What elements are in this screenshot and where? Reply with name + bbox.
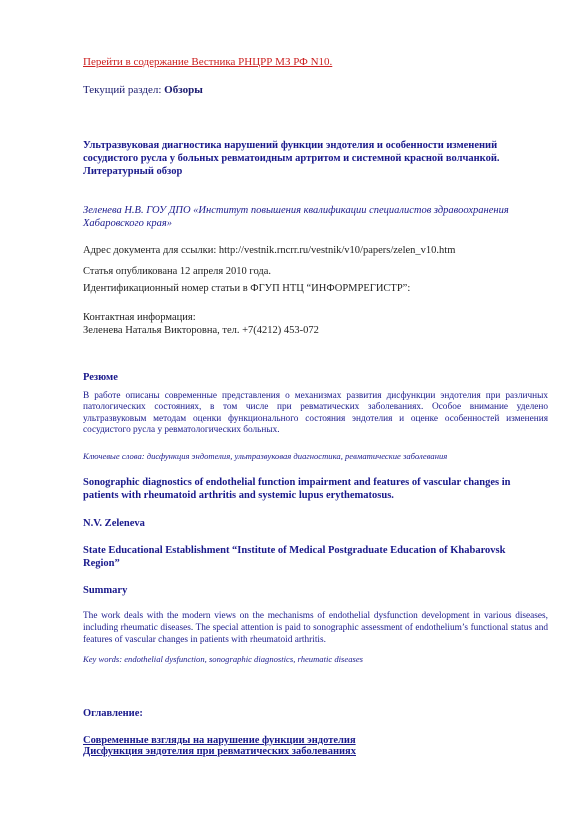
article-title-en: Sonographic diagnostics of endothelial function impairment and features of vascular changes in patients with rheumatoid arthritis and systemic lupus erythematosus. [83, 477, 511, 501]
institution-en: State Educational Establishment “Institute of Medical Postgraduate Education of Khabarovsk Region” [83, 545, 506, 569]
toc-link-rheumatic-dysfunction[interactable]: Дисфункция эндотелия при ревматических заболеваниях [83, 746, 356, 757]
publication-date-line: Статья опубликована 12 апреля 2010 года. [83, 266, 272, 277]
document-url-line: Адрес документа для ссылки: http://vestnik.rncrr.ru/vestnik/v10/papers/zelen_v10.htm [83, 245, 456, 256]
current-section [83, 84, 203, 96]
resume-heading: Резюме [83, 372, 118, 383]
toc-link-endothelium-views[interactable]: Современные взгляды на нарушение функции эндотелия [83, 735, 356, 746]
current-section-name: Обзоры [164, 84, 203, 96]
keywords-en: Key words: endothelial dysfunction, sonographic diagnostics, rheumatic diseases [83, 654, 363, 664]
toc-heading: Оглавление: [83, 708, 143, 719]
keywords-ru: Ключевые слова: дисфункция эндотелия, ультразвуковая диагностика, ревматические заболевания [83, 451, 448, 461]
current-section-label: Текущий раздел: [83, 84, 165, 96]
journal-contents-link[interactable]: Перейти в содержание Вестника РНЦРР МЗ РФ N10. [83, 56, 333, 68]
author-en: N.V. Zeleneva [83, 518, 145, 529]
resume-body: В работе описаны современные представления о механизмах развития дисфункции эндотелия при различных патологических состояниях, в том числе при ревматических заболеваниях. Особое внимание уделено ультразвуковым методам оценки функционального состояния эндотелия и оценке особенностей изменения сосудистого русла у ревматологических больных. [83, 391, 548, 436]
article-id-line: Идентификационный номер статьи в ФГУП НТЦ “ИНФОРМРЕГИСТР”: [83, 283, 411, 294]
article-title-ru: Ультразвуковая диагностика нарушений функции эндотелия и особенности изменений сосудистого русла у больных ревматоидным артритом и системной красной волчанкой. Литературный обзор [83, 140, 500, 177]
summary-body: The work deals with the modern views on the mechanisms of endothelial dysfunction development in various diseases, including rheumatic diseases. The special attention is paid to sonographic assessment of endothelium’s functional status and features of vascular changes in patients with rheumatoid arthritis. [83, 611, 548, 645]
summary-heading: Summary [83, 585, 128, 596]
author-affiliation-ru: Зеленева Н.В. ГОУ ДПО «Институт повышения квалификации специалистов здравоохранения Хабаровского края» [83, 205, 509, 229]
contact-heading: Контактная информация: [83, 312, 196, 323]
contact-name: Зеленева Наталья Викторовна, тел. +7(4212) 453-072 [83, 325, 319, 336]
